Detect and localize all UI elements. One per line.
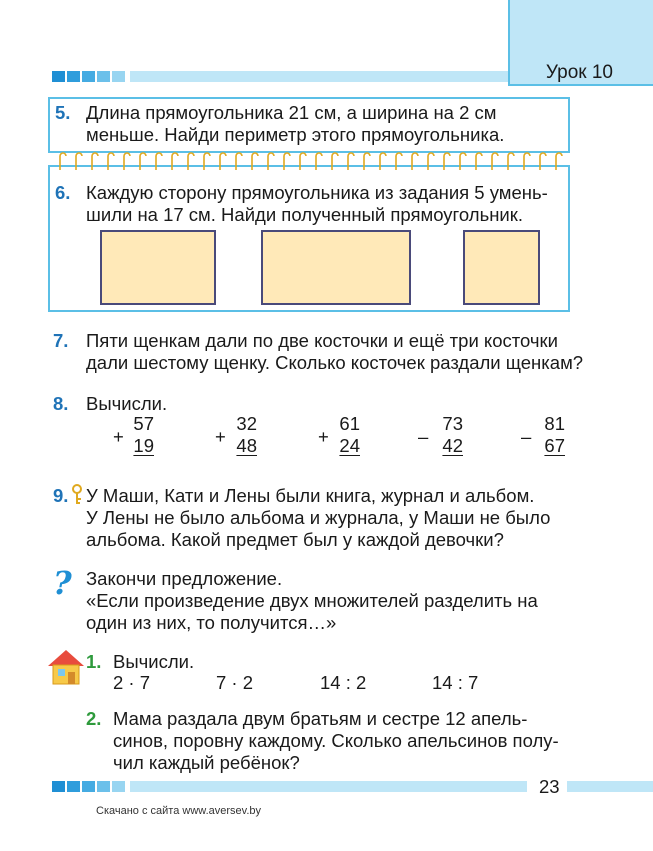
task9-number: 9. xyxy=(53,485,69,506)
task6-line1: Каждую сторону прямоугольника из задания 5 умень- xyxy=(86,182,548,203)
task8-bottom-3: 24 xyxy=(339,435,360,456)
footer-squares xyxy=(52,781,132,792)
task7-text xyxy=(86,330,586,374)
task8-top-3: 61 xyxy=(339,413,360,434)
home1-expr-1: 2 · 7 xyxy=(113,672,151,693)
task8-sign-3: + xyxy=(318,426,329,447)
svg-text:?: ? xyxy=(53,566,72,600)
home2-line1: Мама раздала двум братьям и сестре 12 апель- xyxy=(113,708,528,729)
task5-line2: меньше. Найди периметр этого прямоугольника. xyxy=(86,124,505,145)
task5-number: 5. xyxy=(55,102,71,123)
task8-top-1: 57 xyxy=(133,413,154,434)
task8-column-3 xyxy=(330,413,360,457)
lesson-title: Урок 10 xyxy=(545,62,613,83)
task8-prompt: Вычисли. xyxy=(86,393,168,414)
home2-line2: синов, поровну каждому. Сколько апельсинов полу- xyxy=(113,730,559,751)
task8-top-2: 32 xyxy=(236,413,257,434)
footer-strip-right xyxy=(567,781,653,792)
task8-bottom-2: 48 xyxy=(236,435,257,456)
task8-bottom-4: 42 xyxy=(442,435,463,456)
question-text xyxy=(86,568,570,634)
home2-number: 2. xyxy=(86,708,102,729)
task8-sign-1: + xyxy=(113,426,124,447)
page-number: 23 xyxy=(539,776,560,797)
task9-line1: У Маши, Кати и Лены были книга, журнал и альбом. xyxy=(86,485,535,506)
task7-line2: дали шестому щенку. Сколько косточек раздали щенкам? xyxy=(86,352,584,373)
answer-rectangle-3[interactable] xyxy=(463,230,540,305)
question-mark-icon xyxy=(50,566,78,600)
question-line2: «Если произведение двух множителей разделить на xyxy=(86,590,538,611)
task8-sign-5: – xyxy=(521,426,532,447)
home2-text xyxy=(113,708,566,774)
answer-rectangle-1[interactable] xyxy=(100,230,216,305)
header-squares xyxy=(52,71,132,82)
task9-line2: У Лены не было альбома и журнала, у Маши не было xyxy=(86,507,551,528)
answer-rectangle-2[interactable] xyxy=(261,230,411,305)
home1-prompt: Вычисли. xyxy=(113,651,195,672)
task7-number: 7. xyxy=(53,330,69,351)
task5-line1: Длина прямоугольника 21 см, а ширина на 2 см xyxy=(86,102,497,123)
house-icon xyxy=(46,648,86,686)
home1-expr-3: 14 : 2 xyxy=(320,672,367,693)
task8-bottom-5: 67 xyxy=(544,435,565,456)
question-line3: один из них, то получится…» xyxy=(86,612,337,633)
task8-sign-2: + xyxy=(215,426,226,447)
home2-line3: чил каждый ребёнок? xyxy=(113,752,300,773)
task8-top-5: 81 xyxy=(544,413,565,434)
task5-text xyxy=(86,102,564,146)
task8-column-1 xyxy=(124,413,154,457)
task8-sign-4: – xyxy=(418,426,429,447)
key-icon xyxy=(70,484,84,506)
footer-strip xyxy=(130,781,527,792)
header-strip xyxy=(130,71,508,82)
home1-number: 1. xyxy=(86,651,102,672)
task8-number: 8. xyxy=(53,393,69,414)
task8-bottom-1: 19 xyxy=(133,435,154,456)
task9-text xyxy=(86,485,566,551)
task8-column-4 xyxy=(433,413,463,457)
download-source-note: Скачано с сайта www.aversev.by xyxy=(96,805,262,817)
home1-expr-2: 7 · 2 xyxy=(216,672,254,693)
task8-top-4: 73 xyxy=(442,413,463,434)
task9-line3: альбома. Какой предмет был у каждой девочки? xyxy=(86,529,504,550)
task8-column-2 xyxy=(227,413,257,457)
task6-number: 6. xyxy=(55,182,71,203)
task7-line1: Пяти щенкам дали по две косточки и ещё три косточки xyxy=(86,330,558,351)
question-line1: Закончи предложение. xyxy=(86,568,283,589)
home1-expr-4: 14 : 7 xyxy=(432,672,479,693)
task6-text xyxy=(86,182,564,226)
spiral-binding-icon xyxy=(52,148,566,174)
task8-column-5 xyxy=(535,413,565,457)
task6-line2: шили на 17 см. Найди полученный прямоугольник. xyxy=(86,204,523,225)
